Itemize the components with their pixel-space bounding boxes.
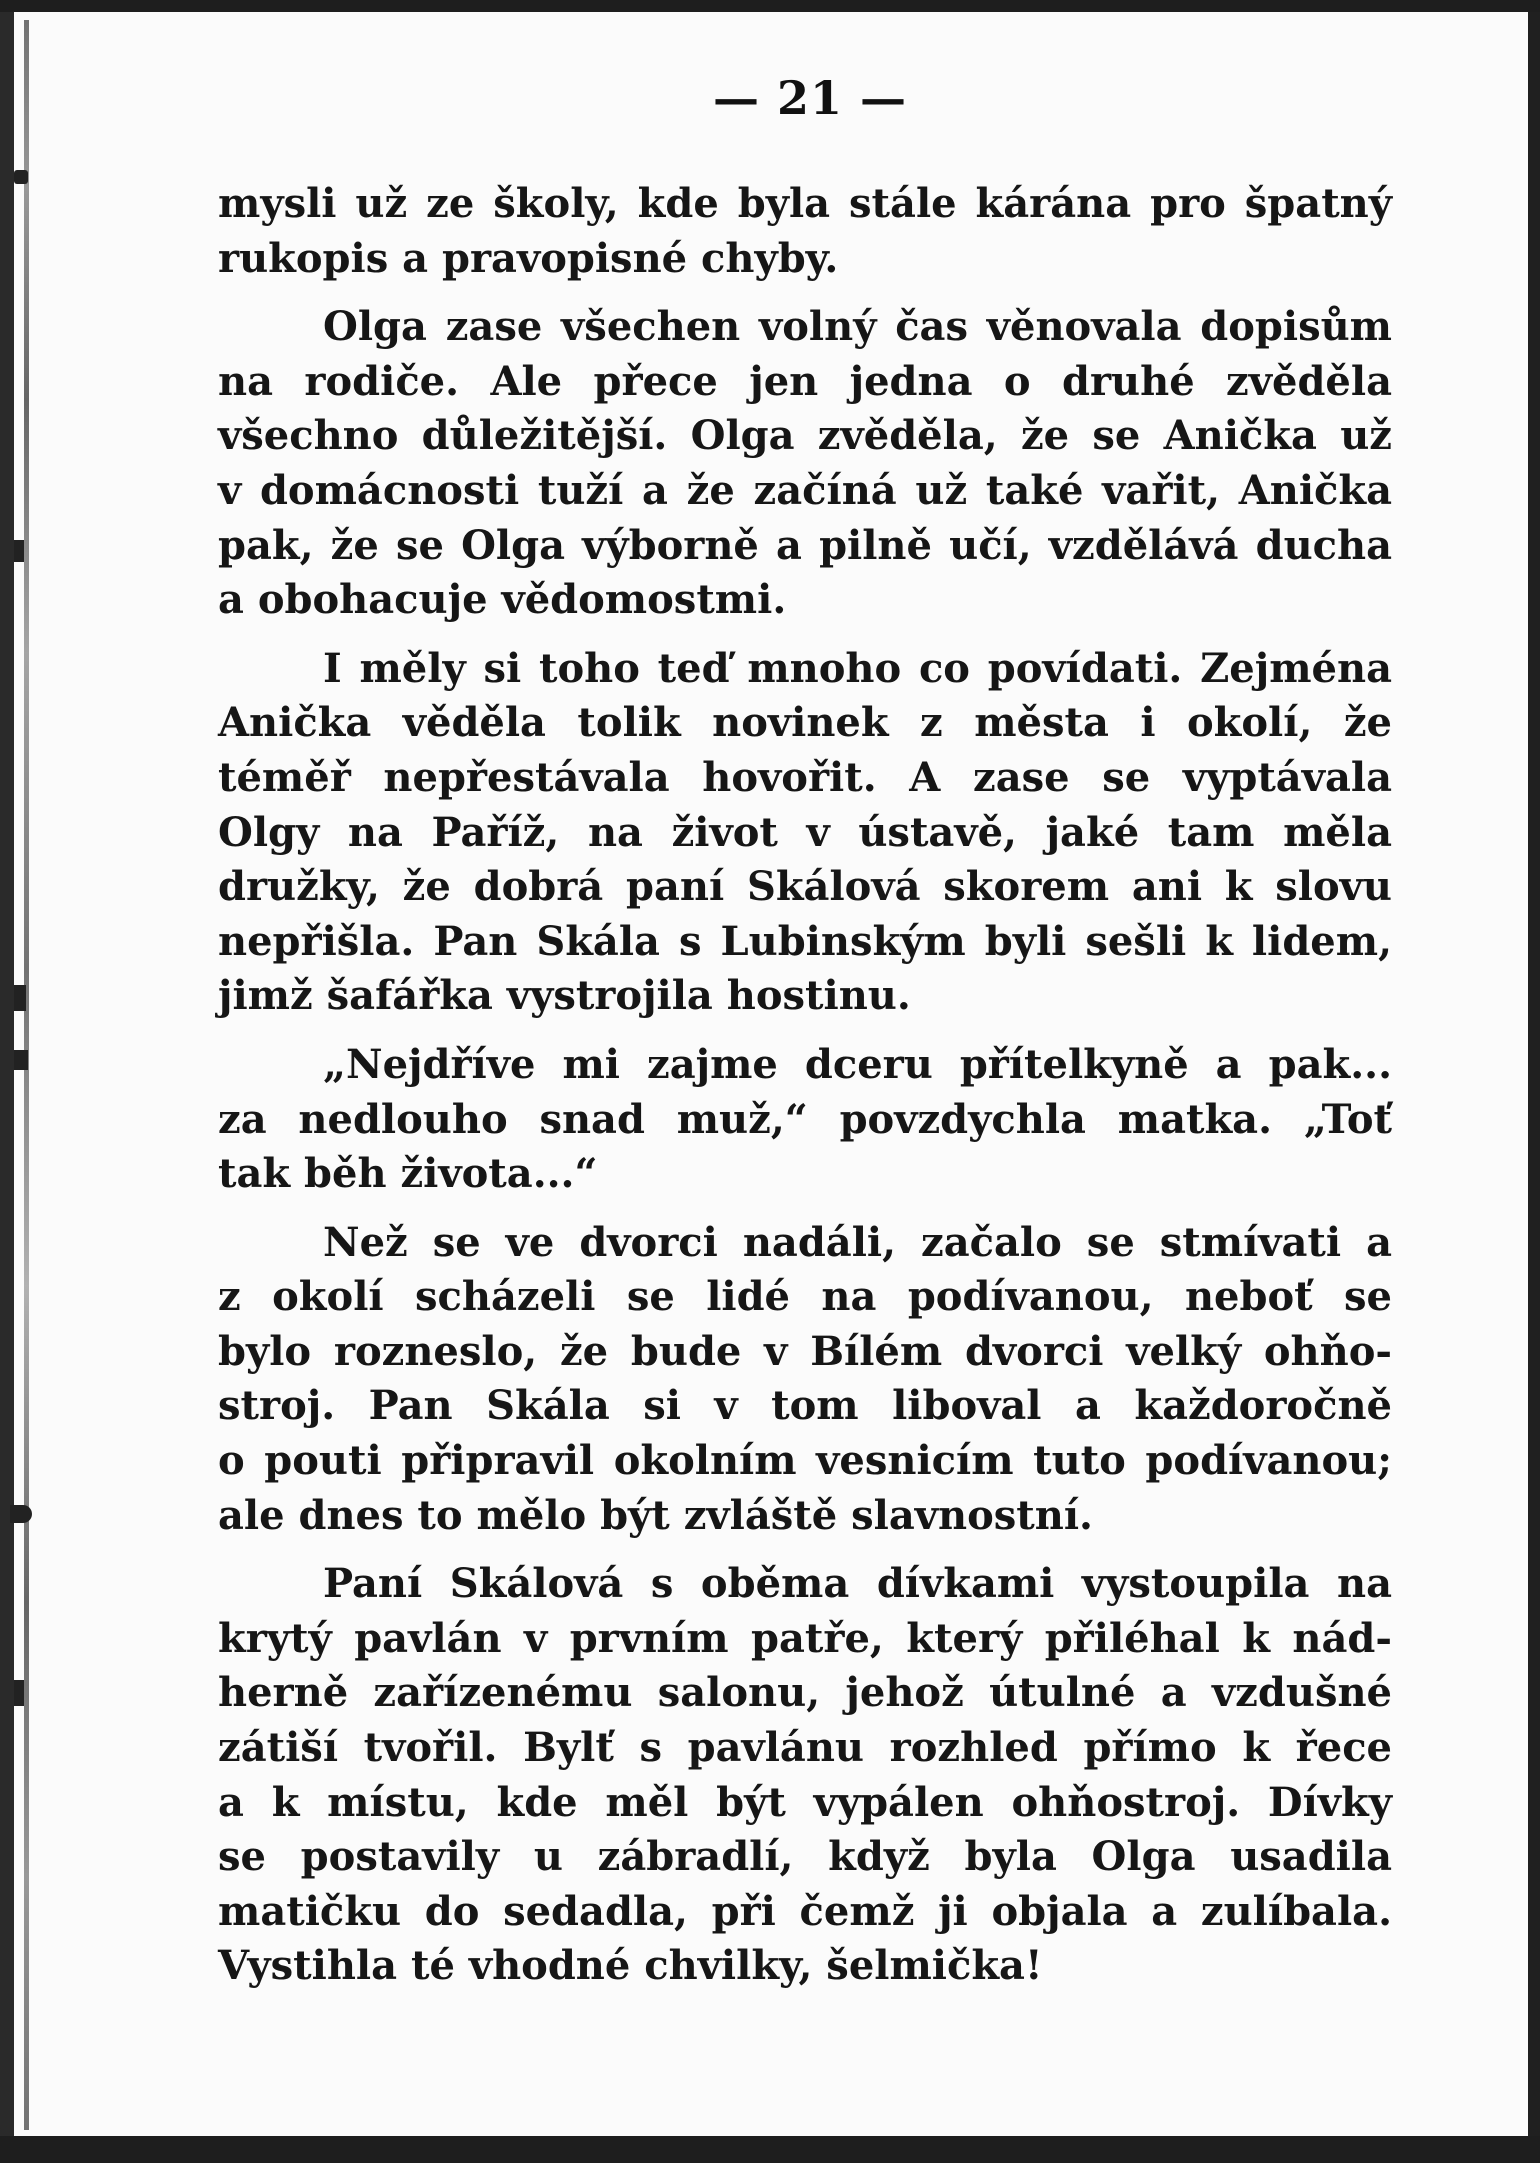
text-line: na rodiče. Ale přece jen jedna o druhé zvěděla (218, 357, 1392, 405)
paragraph (218, 1557, 1392, 1994)
text-line: ale dnes to mělo být zvláště slavnostní. (218, 1491, 1093, 1539)
text-line: zátiší tvořil. Bylť s pavlánu rozhled přímo k řece (218, 1724, 1392, 1772)
gutter-mark (14, 540, 24, 562)
text-line: bylo rozneslo, že bude v Bílém dvorci velký ohňo- (218, 1327, 1392, 1375)
text-line: I měly si toho teď mnoho co povídati. Zejména (323, 644, 1392, 692)
text-line: Než se ve dvorci nadáli, začalo se stmívati a (323, 1218, 1392, 1266)
paragraph (218, 177, 1392, 286)
text-line: tak běh života...“ (218, 1150, 598, 1198)
page-number: — 21 — (712, 71, 908, 125)
paragraph (218, 642, 1392, 1024)
body-text (218, 177, 1392, 1994)
text-line: Olgy na Paříž, na život v ústavě, jaké tam měla (218, 808, 1392, 856)
paragraph (218, 1038, 1392, 1202)
gutter-mark (14, 170, 28, 184)
text-line: jimž šafářka vystrojila hostinu. (218, 972, 911, 1020)
text-line: z okolí scházeli se lidé na podívanou, neboť se (218, 1273, 1392, 1321)
text-line: a k místu, kde měl být vypálen ohňostroj. Dívky (218, 1778, 1392, 1826)
gutter-mark (10, 1505, 32, 1523)
paragraph (218, 1216, 1392, 1544)
scan-right-border (1528, 12, 1540, 2136)
text-line: pak, že se Olga výborně a pilně učí, vzdělává ducha (218, 521, 1392, 569)
paragraph (218, 300, 1392, 628)
text-line: Paní Skálová s oběma dívkami vystoupila na (323, 1560, 1392, 1608)
text-line: mysli už ze školy, kde byla stále kárána pro špatný (218, 180, 1392, 227)
text-line: rukopis a pravopisné chyby. (218, 234, 839, 282)
gutter-mark (14, 1680, 24, 1706)
text-line: o pouti připravil okolním vesnicím tuto podívanou; (218, 1437, 1392, 1485)
text-line: všechno důležitější. Olga zvěděla, že se Anička už (218, 412, 1392, 460)
text-line: matičku do sedadla, při čemž ji objala a zulíbala. (218, 1887, 1392, 1935)
page-gutter-edge (24, 20, 29, 2130)
text-line: nepřišla. Pan Skála s Lubinským byli sešli k lidem, (218, 917, 1392, 965)
scan-left-border (0, 12, 14, 2136)
text-line: herně zařízenému salonu, jehož útulné a vzdušné (218, 1669, 1392, 1717)
text-line: se postavily u zábradlí, když byla Olga usadila (218, 1833, 1392, 1881)
text-line: za nedlouho snad muž,“ povzdychla matka. „Toť (218, 1095, 1392, 1143)
text-line: „Nejdříve mi zajme dceru přítelkyně a pak... (323, 1040, 1392, 1088)
gutter-mark (14, 985, 26, 1011)
text-line: a obohacuje vědomostmi. (218, 576, 787, 624)
text-line: Anička věděla tolik novinek z města i okolí, že (218, 699, 1392, 747)
text-line: stroj. Pan Skála si v tom liboval a každoročně (218, 1382, 1392, 1430)
text-line: Olga zase všechen volný čas věnovala dopisům (323, 303, 1392, 351)
scan-bottom-border (0, 2136, 1540, 2163)
text-line: družky, že dobrá paní Skálová skorem ani k slovu (218, 863, 1392, 911)
text-line: téměř nepřestávala hovořit. A zase se vyptávala (218, 753, 1392, 801)
scan-top-border (0, 0, 1540, 12)
text-line: v domácnosti tuží a že začíná už také vařit, Anička (218, 466, 1392, 514)
text-line: krytý pavlán v prvním patře, který přiléhal k nád- (218, 1614, 1392, 1662)
gutter-mark (14, 1050, 28, 1070)
text-line: Vystihla té vhodné chvilky, šelmička! (218, 1942, 1043, 1990)
